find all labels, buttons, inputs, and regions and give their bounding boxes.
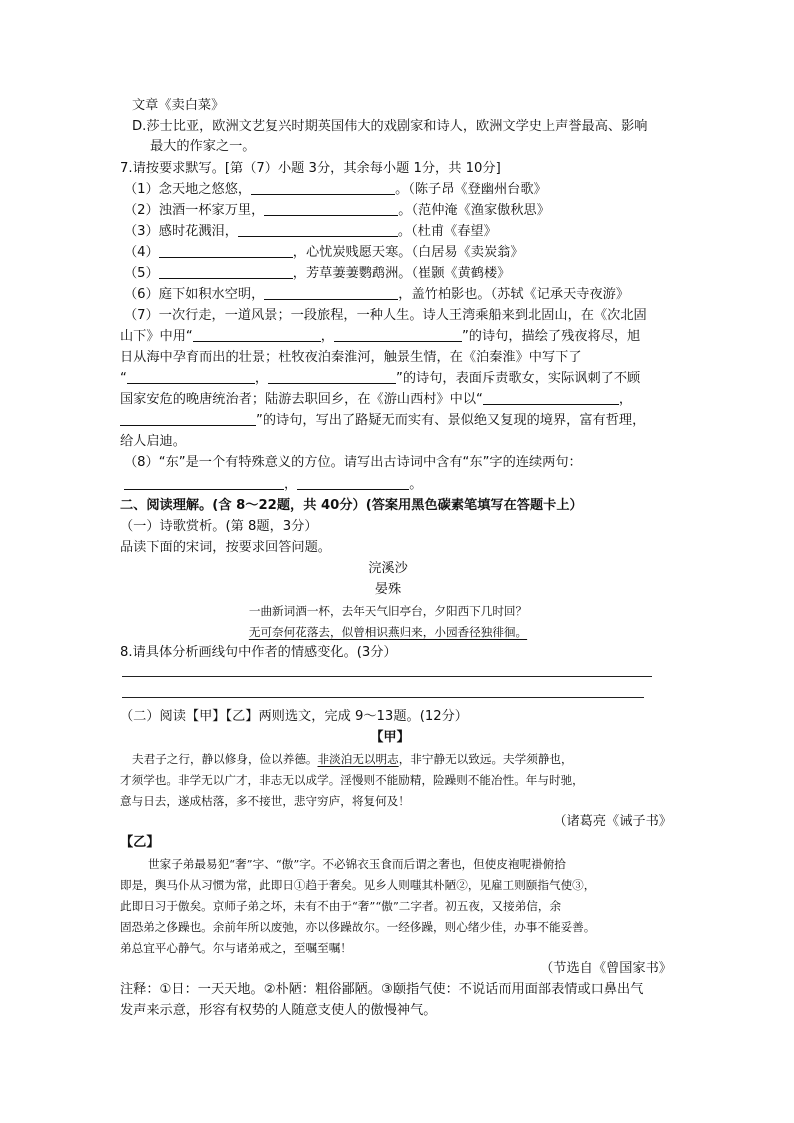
q7-item-6: （6）庭下如积水空明， ，盖竹柏影也。（苏轼《记承天寺夜游》 — [124, 287, 630, 302]
q7-item-8: （8）“东”是一个有特殊意义的方位。请写出古诗词中含有“东”字的连续两句： — [124, 455, 582, 470]
poem-line-2-underlined: 无可奈何花落去，似曾相识燕归来，小园香径独徘徊。 — [248, 625, 528, 639]
q7-item-5: （5） ，芳草萋萋鹦鹉洲。（崔颢《黄鹤楼》 — [124, 266, 511, 281]
annotation-line-1: 注释：①日：一天天地。②朴陋：粗俗鄙陋。③颐指气使：不说话而用面部表情或口鼻出气 — [120, 982, 644, 997]
q7-item-8-blanks: ， 。 — [124, 475, 422, 495]
answer-line[interactable] — [122, 676, 652, 677]
q7-item-3: （3）感时花溅泪， 。（杜甫《春望》 — [124, 224, 497, 239]
fill-blank[interactable] — [238, 222, 398, 237]
passage-yi-line-2: 即是，舆马仆从习惯为常，此即日①趋于奢矣。见乡人则嗤其朴陋②，见雇工则颐指气使③， — [120, 878, 596, 892]
q7-item-7-line1: （7）一次行走，一道风景；一段旅程，一种人生。诗人王湾乘船来到北固山，在《次北固 — [124, 308, 647, 323]
annotation-line-2: 发声来示意，形容有权势的人随意支使人的傲慢神气。 — [120, 1003, 437, 1018]
fill-blank[interactable] — [251, 180, 395, 195]
option-d-line1: D.莎士比亚，欧洲文艺复兴时期英国伟大的戏剧家和诗人，欧洲文学史上声誉最高、影响 — [132, 119, 648, 134]
option-d-line2: 最大的作家之一。 — [150, 139, 256, 154]
fill-blank[interactable] — [483, 390, 619, 405]
fill-blank[interactable] — [120, 411, 256, 426]
q7-item-7-line3: 日从海中孕育而出的壮景；杜牧夜泊秦淮河，触景生情，在《泊秦淮》中写下了 — [120, 350, 582, 365]
q7-title: 7.请按要求默写。[第（7）小题 3分，其余每小题 1分，共 10分] — [120, 161, 501, 176]
q7-item-7-line4: “ ， ”的诗句，表面斥责歌女，实际讽刺了不顾 — [120, 371, 641, 386]
q7-item-7-line6: ”的诗句，写出了路疑无而实有、景似绝又复现的境界，富有哲理， — [120, 411, 645, 431]
answer-line[interactable] — [122, 697, 644, 698]
fill-blank[interactable] — [193, 327, 321, 342]
fill-blank[interactable] — [159, 243, 293, 258]
passage-yi-label: 【乙】 — [120, 835, 160, 850]
passage-yi-line-1: 世家子弟最易犯“奢”字、“傲”字。不必锦衣玉食而后谓之奢也，但使皮袍呢褂俯拾 — [148, 857, 566, 871]
fill-blank[interactable] — [334, 327, 462, 342]
reading-subtitle: （二）阅读【甲】【乙】两则选文，完成 9～13题。(12分） — [120, 709, 468, 724]
section-two-title: 二、阅读理解。(含 8～22题，共 40分）(答案用黑色碳素笔填写在答题卡上） — [120, 498, 583, 513]
fill-blank[interactable] — [124, 475, 284, 490]
fill-blank[interactable] — [264, 201, 398, 216]
passage-jia-line-2: 才须学也。非学无以广才，非志无以成学。淫慢则不能励精，险躁则不能冶性。年与时驰， — [120, 773, 584, 787]
fill-blank[interactable] — [297, 475, 409, 490]
passage-yi-line-5: 弟总宜平心静气。尔与诸弟戒之，至嘱至嘱！ — [120, 941, 352, 955]
q8-prompt: 8.请具体分析画线句中作者的情感变化。(3分） — [120, 645, 397, 660]
fill-blank[interactable] — [268, 369, 396, 384]
fill-blank[interactable] — [127, 369, 255, 384]
option-c-continuation: 文章《卖白菜》 — [132, 98, 225, 113]
q7-item-1: （1）念天地之悠悠， 。（陈子昂《登幽州台歌》 — [124, 182, 547, 197]
passage-yi-source: （节选自《曾国家书》 — [540, 961, 672, 976]
passage-jia-line-3: 意与日去，遂成枯落，多不接世，悲守穷庐，将复何及！ — [120, 794, 410, 808]
q7-item-7-line7: 给人启迪。 — [120, 434, 186, 449]
fill-blank[interactable] — [264, 285, 398, 300]
passage-yi-line-3: 此即日习于傲矣。京师子弟之坏，未有不由于“奢”“傲”二字者。初五夜，又接弟信，余 — [120, 899, 562, 913]
poem-author: 晏殊 — [374, 582, 402, 597]
poem-line-1: 一曲新词酒一杯，去年天气旧亭台，夕阳西下几时回？ — [248, 604, 528, 618]
q7-item-7-line5: 国家安危的晚唐统治者；陆游去职回乡，在《游山西村》中以“ ， — [120, 392, 633, 407]
passage-jia-label: 【甲】 — [370, 730, 410, 745]
passage-jia-source: （诸葛亮《诫子书》 — [553, 814, 672, 829]
poetry-intro: 品读下面的宋词，按要求回答问题。 — [120, 540, 331, 555]
q7-item-4: （4） ，心忧炭贱愿天寒。（白居易《卖炭翁》 — [124, 245, 524, 260]
q7-item-7-line2: 山下》中用“ ， ”的诗句，描绘了残夜将尽，旭 — [120, 329, 641, 344]
poetry-subtitle: （一）诗歌赏析。(第 8题，3分） — [120, 519, 318, 534]
q7-item-2: （2）浊酒一杯家万里， 。（范仲淹《渔家傲秋思》 — [124, 203, 550, 218]
passage-jia-line-1: 夫君子之行，静以修身，俭以养德。非淡泊无以明志，非宁静无以致远。夫学须静也， — [132, 752, 573, 766]
passage-yi-line-4: 固恐弟之侈躁也。余前年所以废弛，亦以侈躁故尔。一经侈躁，则心绪少佳，办事不能妥善。 — [120, 920, 596, 934]
poem-title: 浣溪沙 — [368, 561, 408, 576]
fill-blank[interactable] — [159, 264, 293, 279]
